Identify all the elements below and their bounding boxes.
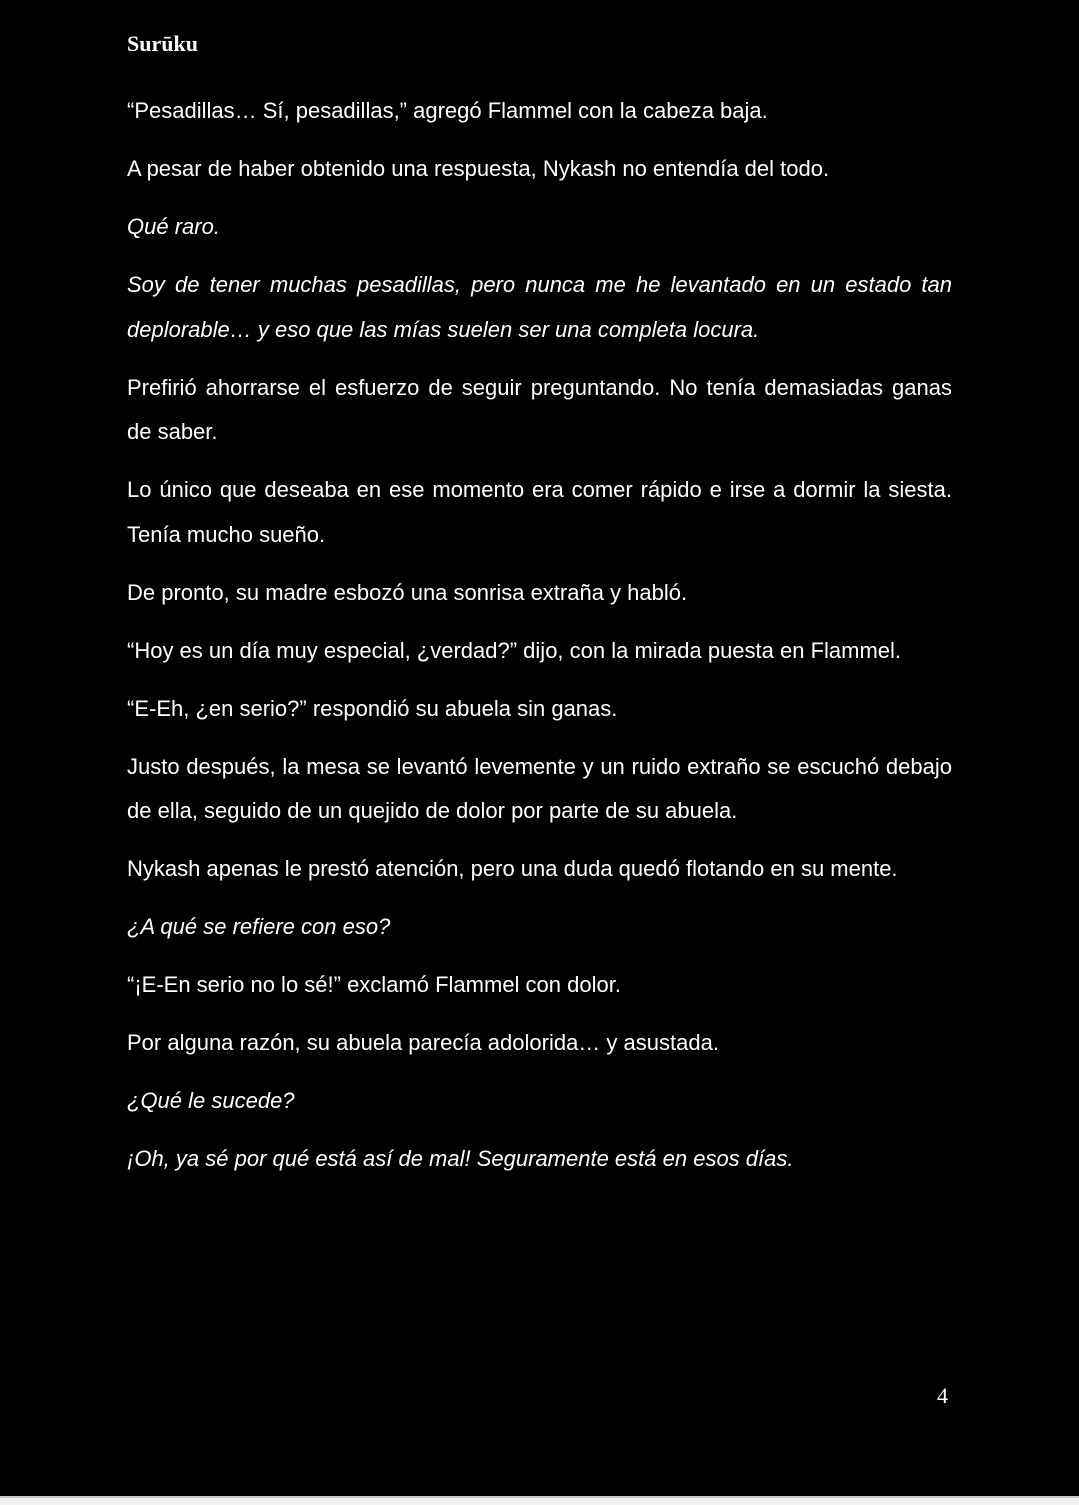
page-bottom-edge	[0, 1496, 1079, 1505]
paragraph: A pesar de haber obtenido una respuesta, Nykash no entendía del todo.	[127, 156, 830, 181]
paragraph: “¡E-En serio no lo sé!” exclamó Flammel con dolor.	[127, 972, 621, 997]
paragraph: Nykash apenas le prestó atención, pero una duda quedó flotando en su mente.	[127, 856, 898, 881]
paragraph: “Pesadillas… Sí, pesadillas,” agregó Flammel con la cabeza baja.	[127, 98, 768, 123]
paragraph: Prefirió ahorrarse el esfuerzo de seguir preguntando. No tenía demasiadas ganas de saber.	[127, 374, 952, 444]
paragraph-italic-thought: ¡Oh, ya sé por qué está así de mal! Seguramente está en esos días.	[127, 1146, 794, 1171]
paragraph-italic-thought: Soy de tener muchas pesadillas, pero nunca me he levantado en un estado tan deplorable… y eso que las mías suelen ser una completa locura.	[127, 272, 952, 342]
paragraph: “Hoy es un día muy especial, ¿verdad?” dijo, con la mirada puesta en Flammel.	[127, 637, 902, 663]
paragraph-italic-thought: ¿A qué se refiere con eso?	[127, 914, 391, 939]
paragraph: Lo único que deseaba en ese momento era comer rápido e irse a dormir la siesta. Tenía mucho sueño.	[127, 477, 952, 547]
paragraph-italic-thought: Qué raro.	[127, 214, 220, 239]
page-number: 4	[937, 1383, 948, 1408]
paragraph-italic-thought: ¿Qué le sucede?	[127, 1088, 295, 1113]
running-header-title: Surūku	[127, 31, 198, 56]
paragraph: Justo después, la mesa se levantó levemente y un ruido extraño se escuchó debajo de ella, seguido de un quejido de dolor por parte de su abuela.	[127, 753, 952, 823]
body-text	[127, 89, 952, 1195]
paragraph: “E-Eh, ¿en serio?” respondió su abuela sin ganas.	[127, 695, 618, 721]
paragraph: Por alguna razón, su abuela parecía adolorida… y asustada.	[127, 1030, 719, 1055]
paragraph: De pronto, su madre esbozó una sonrisa extraña y habló.	[127, 579, 688, 605]
